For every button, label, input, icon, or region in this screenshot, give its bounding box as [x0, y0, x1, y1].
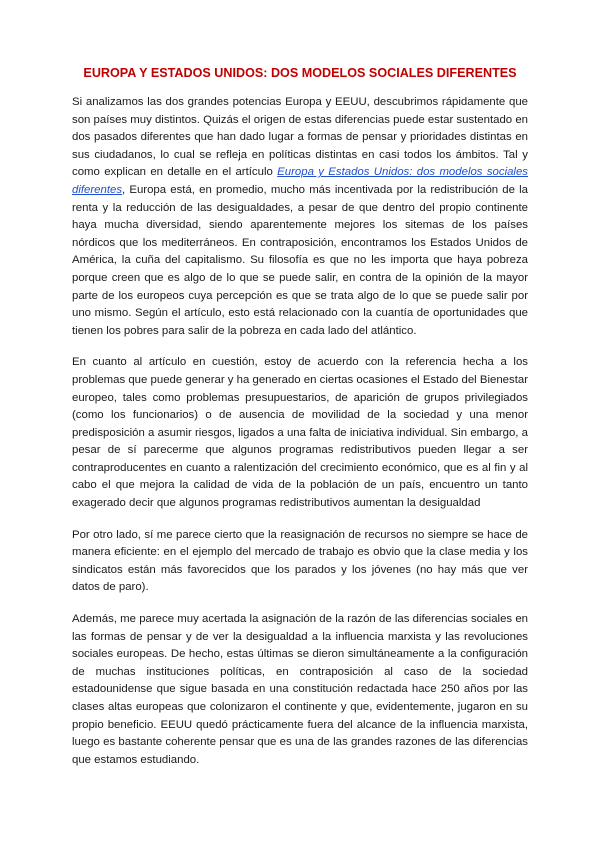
paragraph-1	[72, 94, 528, 340]
paragraph-2: En cuanto al artículo en cuestión, estoy de acuerdo con la referencia hecha a los problemas que puede generar y ha generado en ciertas ocasiones el Estado del Bienestar europeo, tales como problemas presupuestarios, de aparición de grupos privilegiados (como los funcionarios) o de ausencia de movilidad de la sociedad y una menor predisposición a asumir riesgos, ligados a una falta de iniciativa individual. Sin embargo, a pesar de sí parecerme que algunos programas redistributivos pueden llegar a ser contraproducentes en cuanto a ralentización del crecimiento económico, que es al fin y al cabo el que mejora la calidad de vida de la población de un país, encuentro un tanto exagerado decir que algunos programas redistributivos aumentan la desigualdad	[72, 356, 528, 510]
paragraph-1-intro: Si analizamos las dos grandes potencias Europa y EEUU, descubrimos rápidamente que son países muy distintos. Quizás el origen de estas diferencias puede estar sustentado en dos pasados diferentes que han dado lugar a formas de pensar y prioridades distintas en sus ciudadanos, lo cual se refleja en políticas distintas en casi todos los ámbitos. Tal y como explican en detalle en el artículo	[72, 96, 528, 179]
document-title: EUROPA Y ESTADOS UNIDOS: DOS MODELOS SOCIALES DIFERENTES	[83, 66, 517, 80]
paragraph-4: Además, me parece muy acertada la asignación de la razón de las diferencias sociales en las formas de pensar y de ver la desigualdad a la influencia marxista y las revoluciones sociales europeas. De hecho, estas últimas se dieron simultáneamente a la configuración de muchas instituciones políticas, en contraposición al caso de la sociedad estadounidense que sigue basada en una constitución redactada hace 250 años por las clases altas europeas que colonizaron el continente y que, evidentemente, jugaron en su propio beneficio. EEUU quedó prácticamente fuera del alcance de la influencia marxista, luego es bastante coherente pensar que es una de las grandes razones de las diferencias que estamos estudiando.	[72, 613, 528, 766]
paragraph-1-body: , Europa está, en promedio, mucho más incentivada por la redistribución de la renta y la reducción de las desigualdades, a pesar de que dentro del propio continente haya mucha diversidad, siendo aparentemente mejores los sitemas de los países nórdicos que los mediterráneos. En contraposición, encontramos los Estados Unidos de América, la cuña del capitalismo. Su filosofía es que no les importa que haya pobreza porque creen que es algo de lo que se puede salir, en contra de la opinión de la mayor parte de los europeos cuya percepción es que se trata algo de lo que se puede salir por uno mismo. Según el artículo, esto está relacionado con la cuantía de oportunidades que tienen los pobres para salir de la pobreza en cada lado del atlántico.	[72, 183, 528, 337]
article-link[interactable]: Europa y Estados Unidos: dos modelos sociales diferentes	[72, 166, 528, 196]
paragraph-3: Por otro lado, sí me parece cierto que la reasignación de recursos no siempre se hace de manera eficiente: en el ejemplo del mercado de trabajo es obvio que la clase media y los sindicatos están más favorecidos que los parados y los jóvenes (no hay más que ver datos de paro).	[72, 528, 528, 594]
